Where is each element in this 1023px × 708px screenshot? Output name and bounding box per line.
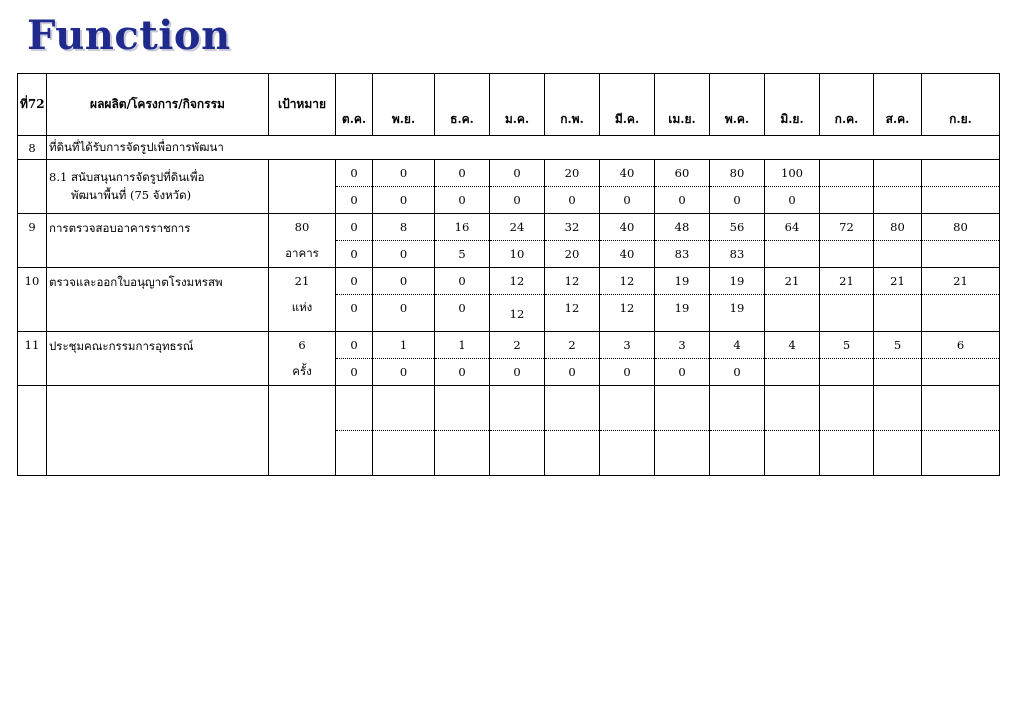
page-title: Function	[27, 12, 231, 59]
row-target-value: 80	[269, 214, 336, 241]
actual-cell	[874, 295, 922, 332]
actual-cell	[765, 359, 820, 386]
row-no: 9	[18, 214, 47, 268]
header-month: ม.ค.	[490, 74, 545, 136]
row-no: 11	[18, 332, 47, 386]
actual-cell: 0	[765, 187, 820, 214]
header-month: ต.ค.	[336, 74, 373, 136]
plan-cell: 72	[820, 214, 874, 241]
header-month: ก.พ.	[545, 74, 600, 136]
plan-cell: 12	[545, 268, 600, 295]
actual-cell: 0	[435, 359, 490, 386]
empty-cell	[655, 386, 710, 431]
row-name: ตรวจและออกใบอนุญาตโรงมหรสพ	[47, 268, 269, 332]
actual-cell: 19	[710, 295, 765, 332]
section-row	[18, 136, 1000, 160]
empty-cell	[336, 386, 373, 431]
plan-cell: 80	[710, 160, 765, 187]
empty-cell	[600, 386, 655, 431]
table-row	[18, 268, 1000, 295]
empty-cell	[373, 386, 435, 431]
plan-cell: 21	[874, 268, 922, 295]
plan-cell: 20	[545, 160, 600, 187]
row-target-unit: อาคาร	[269, 241, 336, 268]
plan-cell: 1	[435, 332, 490, 359]
plan-cell: 40	[600, 214, 655, 241]
empty-cell	[820, 386, 874, 431]
header-month: ก.ค.	[820, 74, 874, 136]
plan-cell: 8	[373, 214, 435, 241]
actual-cell	[922, 295, 1000, 332]
header-month: ก.ย.	[922, 74, 1000, 136]
plan-cell: 24	[490, 214, 545, 241]
plan-cell: 5	[874, 332, 922, 359]
row-target-unit: แห่ง	[269, 295, 336, 332]
plan-cell: 80	[874, 214, 922, 241]
table-row	[18, 214, 1000, 241]
plan-cell	[922, 160, 1000, 187]
actual-cell: 20	[545, 241, 600, 268]
actual-cell	[874, 187, 922, 214]
plan-cell: 19	[655, 268, 710, 295]
actual-cell	[874, 241, 922, 268]
empty-cell	[490, 431, 545, 476]
empty-cell	[269, 386, 336, 476]
actual-cell: 0	[435, 187, 490, 214]
actual-cell	[922, 359, 1000, 386]
plan-cell: 21	[765, 268, 820, 295]
actual-cell: 19	[655, 295, 710, 332]
plan-cell: 1	[373, 332, 435, 359]
actual-cell: 0	[435, 295, 490, 332]
plan-cell: 0	[336, 268, 373, 295]
plan-cell: 16	[435, 214, 490, 241]
plan-cell: 3	[600, 332, 655, 359]
plan-cell: 100	[765, 160, 820, 187]
plan-cell: 12	[490, 268, 545, 295]
empty-cell	[545, 431, 600, 476]
plan-cell	[820, 160, 874, 187]
plan-cell: 19	[710, 268, 765, 295]
actual-cell	[874, 359, 922, 386]
actual-cell: 0	[336, 295, 373, 332]
plan-cell: 2	[545, 332, 600, 359]
actual-cell	[820, 295, 874, 332]
plan-cell: 3	[655, 332, 710, 359]
empty-cell	[435, 431, 490, 476]
header-month: ธ.ค.	[435, 74, 490, 136]
row-no: 10	[18, 268, 47, 332]
plan-cell: 2	[490, 332, 545, 359]
plan-cell: 0	[336, 332, 373, 359]
header-month: พ.ย.	[373, 74, 435, 136]
empty-cell	[874, 386, 922, 431]
table-row	[18, 386, 1000, 431]
row-name	[47, 160, 269, 214]
row-target-unit: ครั้ง	[269, 359, 336, 386]
empty-cell	[435, 386, 490, 431]
table-row	[18, 332, 1000, 359]
empty-cell	[18, 386, 47, 476]
header-no: ที่72	[18, 74, 47, 136]
row-name-line1: 8.1 สนับสนุนการจัดรูปที่ดินเพื่อ	[49, 169, 205, 184]
plan-cell: 0	[336, 160, 373, 187]
actual-cell	[765, 241, 820, 268]
actual-cell: 0	[600, 187, 655, 214]
header-month: ส.ค.	[874, 74, 922, 136]
table-row	[18, 160, 1000, 187]
header-month: พ.ค.	[710, 74, 765, 136]
plan-cell: 60	[655, 160, 710, 187]
row-name: ประชุมคณะกรรมการอุทธรณ์	[47, 332, 269, 386]
plan-cell	[874, 160, 922, 187]
empty-cell	[336, 431, 373, 476]
actual-cell: 0	[710, 359, 765, 386]
section-no: 8	[18, 136, 47, 160]
plan-cell: 6	[922, 332, 1000, 359]
actual-cell	[820, 187, 874, 214]
row-target-value: 21	[269, 268, 336, 295]
empty-cell	[922, 386, 1000, 431]
actual-cell: 5	[435, 241, 490, 268]
header-item: ผลผลิต/โครงการ/กิจกรรม	[47, 74, 269, 136]
plan-cell: 0	[435, 268, 490, 295]
plan-cell: 0	[336, 214, 373, 241]
empty-cell	[710, 386, 765, 431]
actual-cell	[765, 295, 820, 332]
actual-cell: 83	[655, 241, 710, 268]
actual-cell	[820, 241, 874, 268]
actual-cell: 0	[373, 241, 435, 268]
empty-cell	[710, 431, 765, 476]
actual-cell: 0	[545, 187, 600, 214]
plan-cell: 48	[655, 214, 710, 241]
row-no	[18, 160, 47, 214]
actual-cell: 0	[655, 187, 710, 214]
plan-cell: 21	[820, 268, 874, 295]
empty-cell	[655, 431, 710, 476]
empty-cell	[600, 431, 655, 476]
plan-cell: 12	[600, 268, 655, 295]
header-month: มิ.ย.	[765, 74, 820, 136]
plan-cell: 0	[435, 160, 490, 187]
actual-cell: 0	[655, 359, 710, 386]
actual-cell: 83	[710, 241, 765, 268]
empty-cell	[922, 431, 1000, 476]
actual-cell: 0	[336, 241, 373, 268]
plan-cell: 0	[490, 160, 545, 187]
empty-cell	[490, 386, 545, 431]
actual-cell: 0	[710, 187, 765, 214]
actual-cell: 0	[545, 359, 600, 386]
actual-cell: 12	[545, 295, 600, 332]
empty-cell	[765, 386, 820, 431]
section-title: ที่ดินที่ได้รับการจัดรูปเพื่อการพัฒนา	[47, 136, 1000, 160]
plan-cell: 40	[600, 160, 655, 187]
empty-cell	[373, 431, 435, 476]
plan-cell: 5	[820, 332, 874, 359]
plan-cell: 32	[545, 214, 600, 241]
plan-cell: 21	[922, 268, 1000, 295]
plan-cell: 4	[765, 332, 820, 359]
row-target-value: 6	[269, 332, 336, 359]
plan-cell: 80	[922, 214, 1000, 241]
plan-cell: 0	[373, 160, 435, 187]
function-table	[17, 73, 1000, 476]
plan-cell: 0	[373, 268, 435, 295]
actual-cell	[922, 241, 1000, 268]
header-row	[18, 74, 1000, 136]
plan-cell: 64	[765, 214, 820, 241]
plan-cell: 4	[710, 332, 765, 359]
actual-cell: 0	[490, 359, 545, 386]
empty-cell	[765, 431, 820, 476]
plan-cell: 56	[710, 214, 765, 241]
empty-cell	[545, 386, 600, 431]
row-name: การตรวจสอบอาคารราชการ	[47, 214, 269, 268]
actual-cell	[922, 187, 1000, 214]
actual-cell: 12	[600, 295, 655, 332]
actual-cell: 0	[373, 187, 435, 214]
row-target	[269, 160, 336, 214]
empty-cell	[47, 386, 269, 476]
actual-cell: 0	[490, 187, 545, 214]
header-month: เม.ย.	[655, 74, 710, 136]
actual-cell: 0	[600, 359, 655, 386]
header-target: เป้าหมาย	[269, 74, 336, 136]
actual-cell: 40	[600, 241, 655, 268]
empty-cell	[820, 431, 874, 476]
row-name-line2: พัฒนาพื้นที่ (75 จังหวัด)	[71, 187, 192, 202]
actual-cell: 10	[490, 241, 545, 268]
actual-cell: 12	[490, 295, 545, 332]
actual-cell: 0	[373, 359, 435, 386]
actual-cell: 0	[373, 295, 435, 332]
header-month: มี.ค.	[600, 74, 655, 136]
empty-cell	[874, 431, 922, 476]
actual-cell: 0	[336, 359, 373, 386]
actual-cell	[820, 359, 874, 386]
actual-cell: 0	[336, 187, 373, 214]
